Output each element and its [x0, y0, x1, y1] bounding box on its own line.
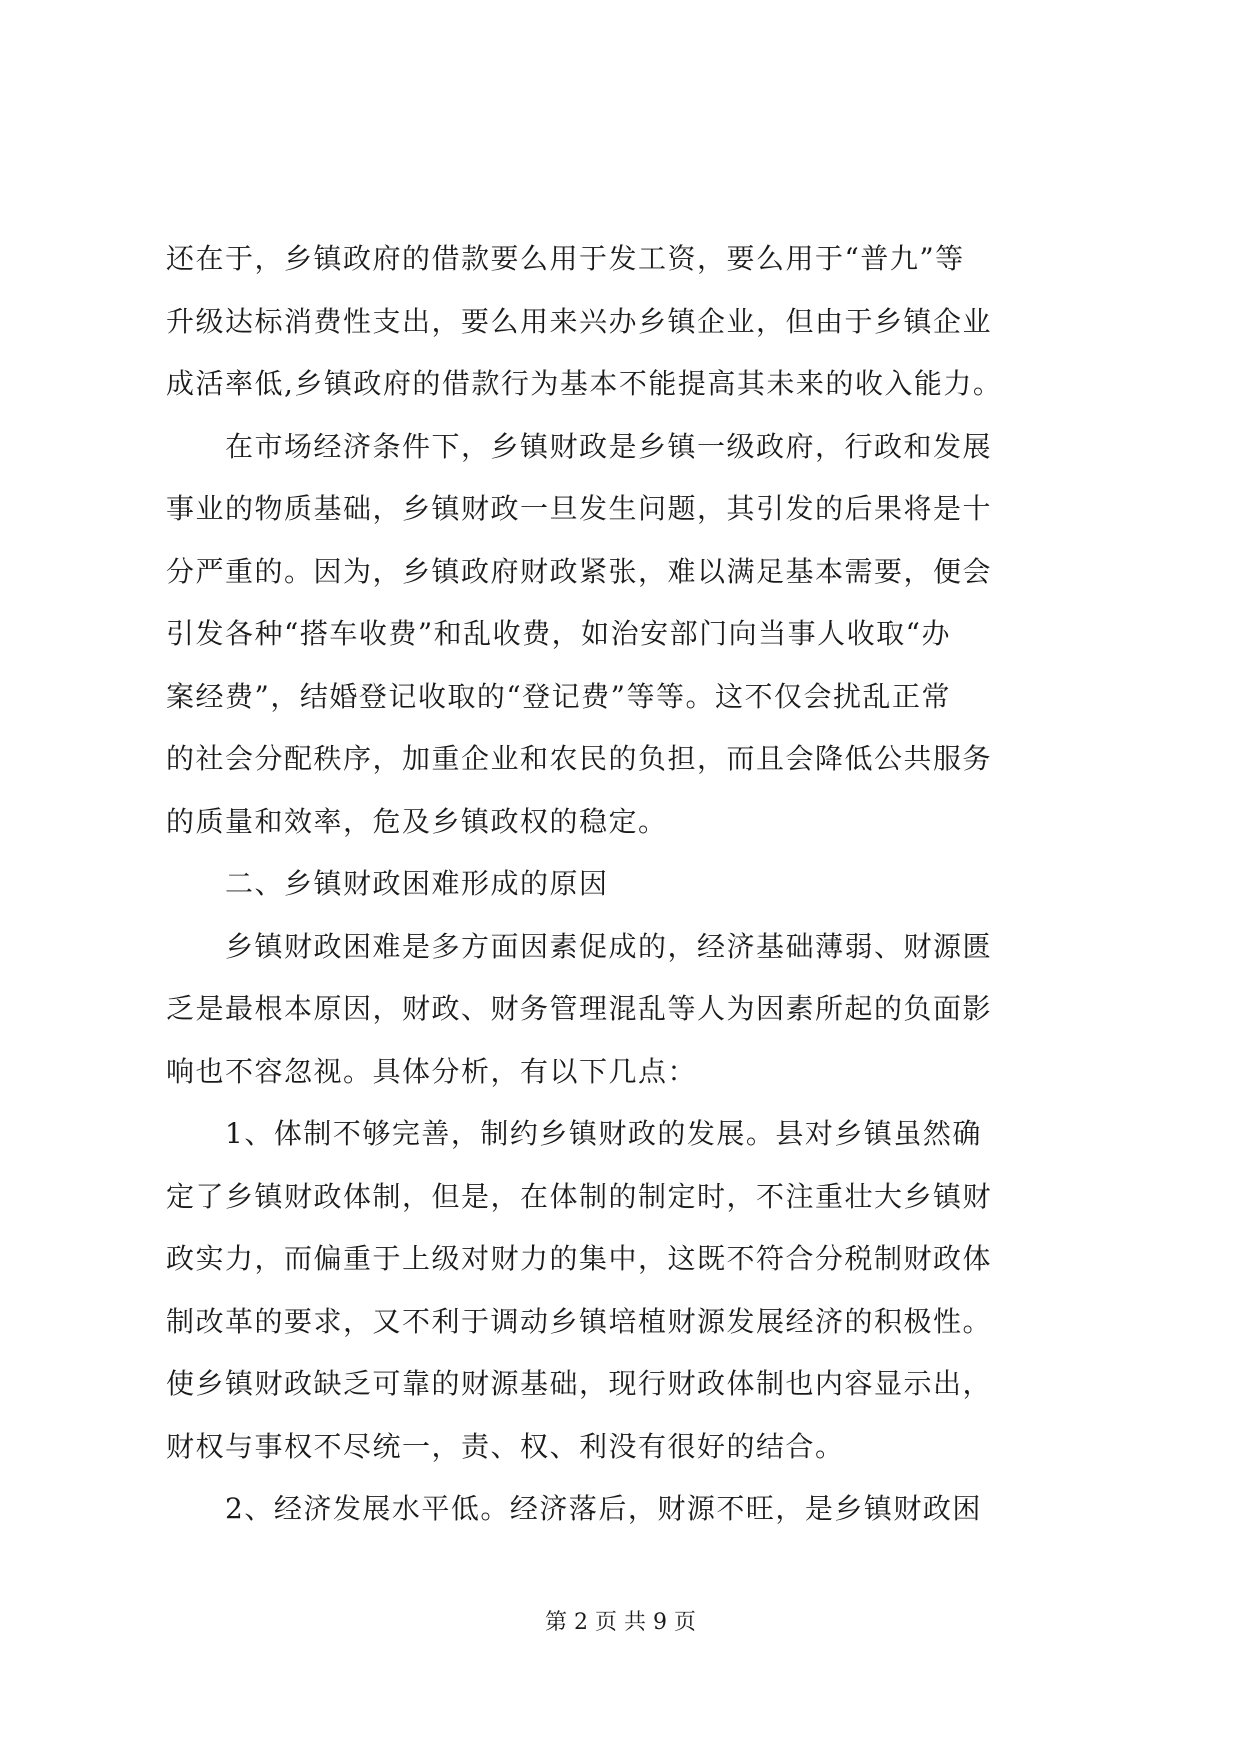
text-line: 使乡镇财政缺乏可靠的财源基础，现行财政体制也内容显示出，	[166, 1367, 993, 1400]
text-line: 政实力，而偏重于上级对财力的集中，这既不符合分税制财政体	[166, 1242, 993, 1275]
text-line: 案经费”，结婚登记收取的“登记费”等等。这不仅会扰乱正常	[166, 679, 951, 713]
text-line: 响也不容忽视。具体分析，有以下几点：	[166, 1054, 698, 1088]
text-line: 乏是最根本原因，财政、财务管理混乱等人为因素所起的负面影	[166, 992, 993, 1025]
text-line: 财权与事权不尽统一，责、权、利没有很好的结合。	[166, 1429, 845, 1463]
text-line: 定了乡镇财政体制，但是，在体制的制定时，不注重壮大乡镇财	[166, 1179, 993, 1213]
text-line: 的质量和效率，危及乡镇政权的稳定。	[166, 804, 668, 838]
text-line: 事业的物质基础，乡镇财政一旦发生问题，其引发的后果将是十	[166, 492, 993, 525]
page-footer: 第 2 页 共 9 页	[545, 1610, 696, 1635]
text-line: 的社会分配秩序，加重企业和农民的负担，而且会降低公共服务	[166, 742, 993, 775]
text-line: 成活率低,乡镇政府的借款行为基本不能提高其未来的收入能力。	[166, 367, 1003, 400]
text-line: 在市场经济条件下，乡镇财政是乡镇一级政府，行政和发展	[166, 429, 993, 463]
section-heading: 二、乡镇财政困难形成的原因	[166, 867, 609, 900]
text-line: 分严重的。因为，乡镇政府财政紧张，难以满足基本需要，便会	[166, 554, 993, 588]
text-line: 乡镇财政困难是多方面因素促成的，经济基础薄弱、财源匮	[166, 929, 993, 963]
text-line: 升级达标消费性支出，要么用来兴办乡镇企业，但由于乡镇企业	[166, 304, 993, 338]
body-text	[166, 228, 1086, 1541]
text-line: 2、经济发展水平低。经济落后，财源不旺，是乡镇财政困	[166, 1492, 982, 1525]
text-line: 1、体制不够完善，制约乡镇财政的发展。县对乡镇虽然确	[166, 1117, 982, 1150]
text-line: 引发各种“搭车收费”和乱收费，如治安部门向当事人收取“办	[166, 617, 951, 650]
text-line: 还在于，乡镇政府的借款要么用于发工资，要么用于“普九”等	[166, 242, 965, 275]
text-line: 制改革的要求，又不利于调动乡镇培植财源发展经济的积极性。	[166, 1304, 993, 1338]
